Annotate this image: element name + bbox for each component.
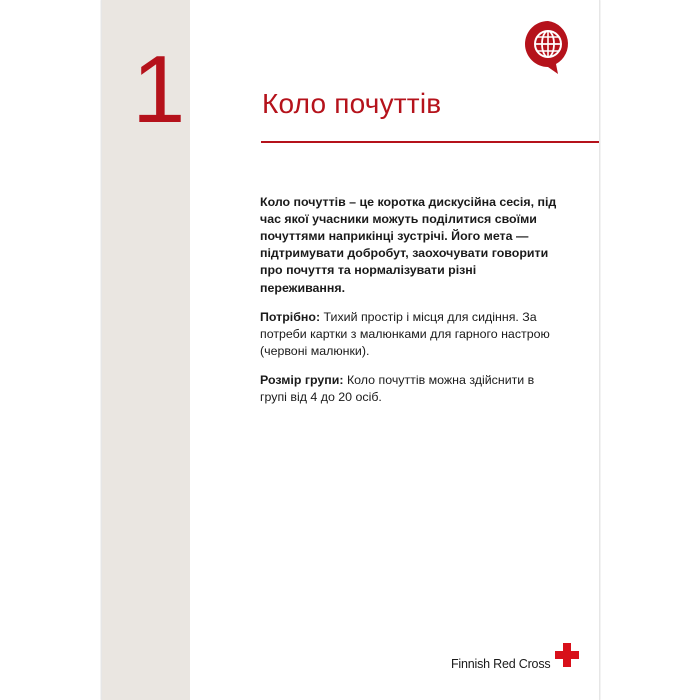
needed-text: Тихий простір і місця для сидіння. За потреби картки з малюнками для гарного настрою (червоні малюнки). [260, 309, 550, 358]
group-size-paragraph [260, 372, 560, 406]
needed-label: Потрібно: [260, 309, 321, 324]
chapter-number: 1 [132, 36, 186, 143]
globe-speech-bubble-icon [523, 19, 573, 75]
group-size-label: Розмір групи: [260, 372, 344, 387]
body-content [260, 194, 560, 418]
title-divider [261, 141, 599, 143]
group-size-text: Коло почуттів можна здійснити в групі від 4 до 20 осіб. [260, 372, 535, 405]
page-title: Коло почуттів [262, 88, 442, 119]
document-page [101, 0, 600, 700]
footer-brand: Finnish Red Cross [451, 657, 551, 671]
intro-paragraph: Коло почуттів – це коротка дискусійна сесія, під час якої учасники можуть поділитися своїми почуттями наприкінці зустрічі. Його мета — підтримувати добробут, заохочувати говорити про почуття та нормалізувати різні переживання. [260, 195, 557, 295]
needed-paragraph [260, 309, 560, 360]
red-cross-icon [555, 643, 579, 667]
